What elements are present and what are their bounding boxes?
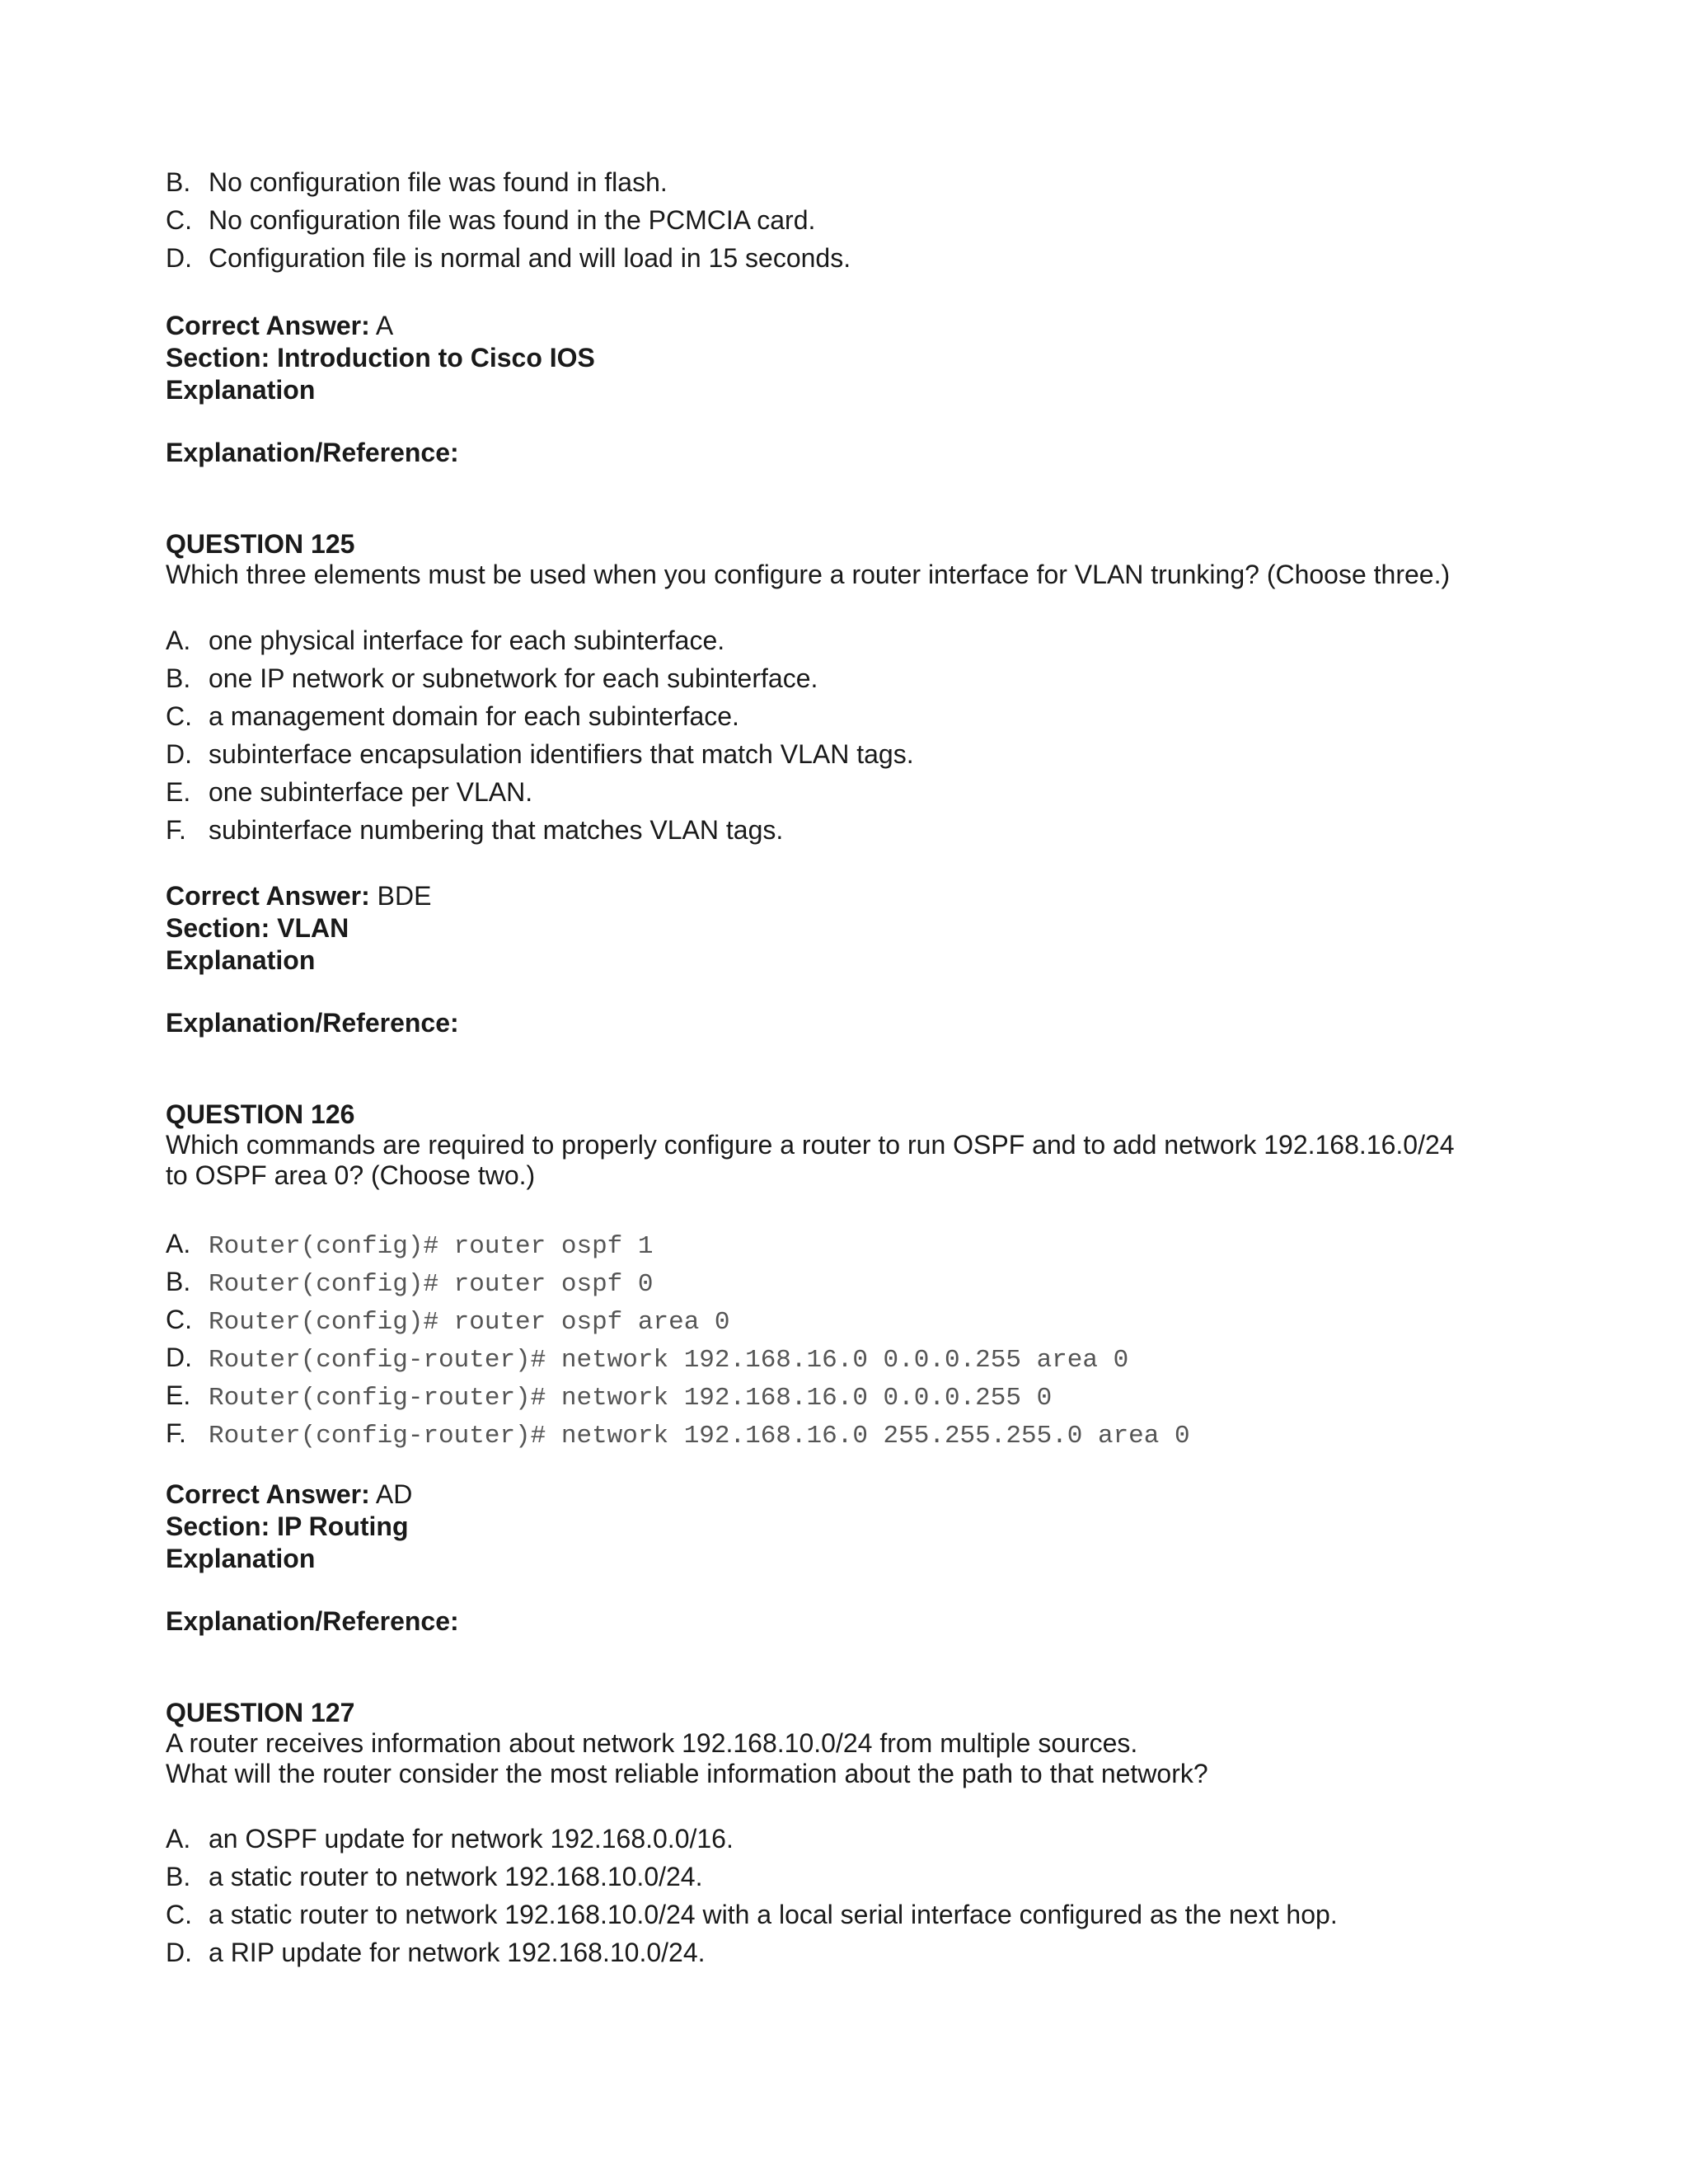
q125-answer-block bbox=[166, 880, 1564, 977]
option-row bbox=[166, 201, 1564, 239]
question-126 bbox=[166, 1099, 1564, 1191]
option-row bbox=[166, 1301, 1564, 1338]
q126-answer-block bbox=[166, 1479, 1564, 1575]
option-code: Router(config-router)# network 192.168.16.0 0.0.0.255 area 0 bbox=[209, 1346, 1129, 1375]
option-row bbox=[166, 1820, 1564, 1858]
option-row bbox=[166, 1858, 1564, 1896]
q126-options bbox=[166, 1225, 1564, 1452]
correct-answer-label: Correct Answer: bbox=[166, 881, 370, 911]
option-row bbox=[166, 1263, 1564, 1301]
option-row bbox=[166, 659, 1564, 697]
option-row bbox=[166, 1414, 1564, 1452]
option-text: a static router to network 192.168.10.0/24. bbox=[209, 1862, 703, 1891]
option-text: subinterface numbering that matches VLAN tags. bbox=[209, 815, 784, 845]
section-label: Section: IP Routing bbox=[166, 1511, 409, 1541]
option-letter: D. bbox=[166, 739, 192, 769]
option-code: Router(config)# router ospf 0 bbox=[209, 1270, 654, 1299]
option-row bbox=[166, 773, 1564, 811]
correct-answer bbox=[166, 310, 1564, 342]
option-letter: E. bbox=[166, 777, 191, 807]
question-heading: QUESTION 125 bbox=[166, 529, 355, 559]
option-code: Router(config-router)# network 192.168.16.0 0.0.0.255 0 bbox=[209, 1384, 1053, 1413]
option-letter: B. bbox=[166, 663, 191, 693]
q127-options bbox=[166, 1820, 1564, 1971]
option-letter: D. bbox=[166, 243, 192, 273]
q126-reference bbox=[166, 1605, 1564, 1638]
option-text: No configuration file was found in flash. bbox=[209, 167, 668, 197]
q125-options bbox=[166, 621, 1564, 849]
option-letter: F. bbox=[166, 815, 186, 845]
option-letter: C. bbox=[166, 701, 192, 731]
option-letter: A. bbox=[166, 626, 191, 655]
option-letter: D. bbox=[166, 1938, 192, 1967]
option-letter: B. bbox=[166, 1267, 191, 1296]
reference-label: Explanation/Reference: bbox=[166, 1606, 459, 1636]
correct-answer bbox=[166, 1479, 1564, 1511]
option-text: Configuration file is normal and will load in 15 seconds. bbox=[209, 243, 851, 273]
correct-answer-value: AD bbox=[369, 1479, 413, 1509]
option-letter: F. bbox=[166, 1418, 186, 1448]
option-row bbox=[166, 735, 1564, 773]
explanation-label: Explanation bbox=[166, 1544, 316, 1573]
option-letter: C. bbox=[166, 1900, 192, 1929]
prev-answer-block bbox=[166, 310, 1564, 406]
option-text: one IP network or subnetwork for each subinterface. bbox=[209, 663, 818, 693]
question-text-line: A router receives information about network 192.168.10.0/24 from multiple sources. bbox=[166, 1728, 1138, 1758]
option-text: a RIP update for network 192.168.10.0/24. bbox=[209, 1938, 706, 1967]
option-row bbox=[166, 697, 1564, 735]
option-text: one subinterface per VLAN. bbox=[209, 777, 533, 807]
q125-reference bbox=[166, 1007, 1564, 1039]
option-text: No configuration file was found in the PCMCIA card. bbox=[209, 205, 816, 235]
option-text: subinterface encapsulation identifiers that match VLAN tags. bbox=[209, 739, 914, 769]
option-letter: E. bbox=[166, 1380, 191, 1410]
correct-answer-label: Correct Answer: bbox=[166, 311, 370, 340]
option-letter: A. bbox=[166, 1824, 191, 1854]
option-text: one physical interface for each subinterface. bbox=[209, 626, 725, 655]
option-row bbox=[166, 239, 1564, 277]
reference-label: Explanation/Reference: bbox=[166, 438, 459, 467]
question-125 bbox=[166, 529, 1564, 590]
option-code: Router(config)# router ospf 1 bbox=[209, 1232, 654, 1261]
option-row bbox=[166, 1225, 1564, 1263]
option-letter: B. bbox=[166, 167, 191, 197]
prev-options bbox=[166, 163, 1564, 277]
question-text-line: to OSPF area 0? (Choose two.) bbox=[166, 1160, 536, 1190]
option-code: Router(config-router)# network 192.168.16.0 255.255.255.0 area 0 bbox=[209, 1422, 1190, 1451]
question-text-line: Which commands are required to properly configure a router to run OSPF and to add network 192.168.16.0/24 bbox=[166, 1130, 1455, 1160]
correct-answer bbox=[166, 880, 1564, 912]
option-row bbox=[166, 811, 1564, 849]
option-row bbox=[166, 163, 1564, 201]
option-letter: C. bbox=[166, 1305, 192, 1334]
option-letter: D. bbox=[166, 1343, 192, 1372]
question-heading: QUESTION 127 bbox=[166, 1698, 355, 1727]
option-row bbox=[166, 621, 1564, 659]
option-letter: B. bbox=[166, 1862, 191, 1891]
section-label: Section: Introduction to Cisco IOS bbox=[166, 343, 595, 373]
option-row bbox=[166, 1338, 1564, 1376]
correct-answer-value: A bbox=[369, 311, 394, 340]
correct-answer-value: BDE bbox=[369, 881, 432, 911]
option-text: an OSPF update for network 192.168.0.0/16. bbox=[209, 1824, 734, 1854]
question-text-line: What will the router consider the most reliable information about the path to that network? bbox=[166, 1759, 1208, 1788]
option-row bbox=[166, 1376, 1564, 1414]
option-letter: C. bbox=[166, 205, 192, 235]
option-row bbox=[166, 1896, 1564, 1933]
explanation-label: Explanation bbox=[166, 375, 316, 405]
option-letter: A. bbox=[166, 1229, 191, 1258]
question-text: Which three elements must be used when you configure a router interface for VLAN trunking? (Choose three.) bbox=[166, 560, 1451, 589]
correct-answer-label: Correct Answer: bbox=[166, 1479, 370, 1509]
section-label: Section: VLAN bbox=[166, 913, 349, 943]
question-heading: QUESTION 126 bbox=[166, 1099, 355, 1129]
option-text: a management domain for each subinterface. bbox=[209, 701, 739, 731]
option-row bbox=[166, 1933, 1564, 1971]
explanation-label: Explanation bbox=[166, 945, 316, 975]
reference-label: Explanation/Reference: bbox=[166, 1008, 459, 1038]
option-text: a static router to network 192.168.10.0/24 with a local serial interface configured as the next hop. bbox=[209, 1900, 1338, 1929]
prev-reference bbox=[166, 437, 1564, 469]
question-127 bbox=[166, 1698, 1564, 1789]
option-code: Router(config)# router ospf area 0 bbox=[209, 1308, 730, 1337]
